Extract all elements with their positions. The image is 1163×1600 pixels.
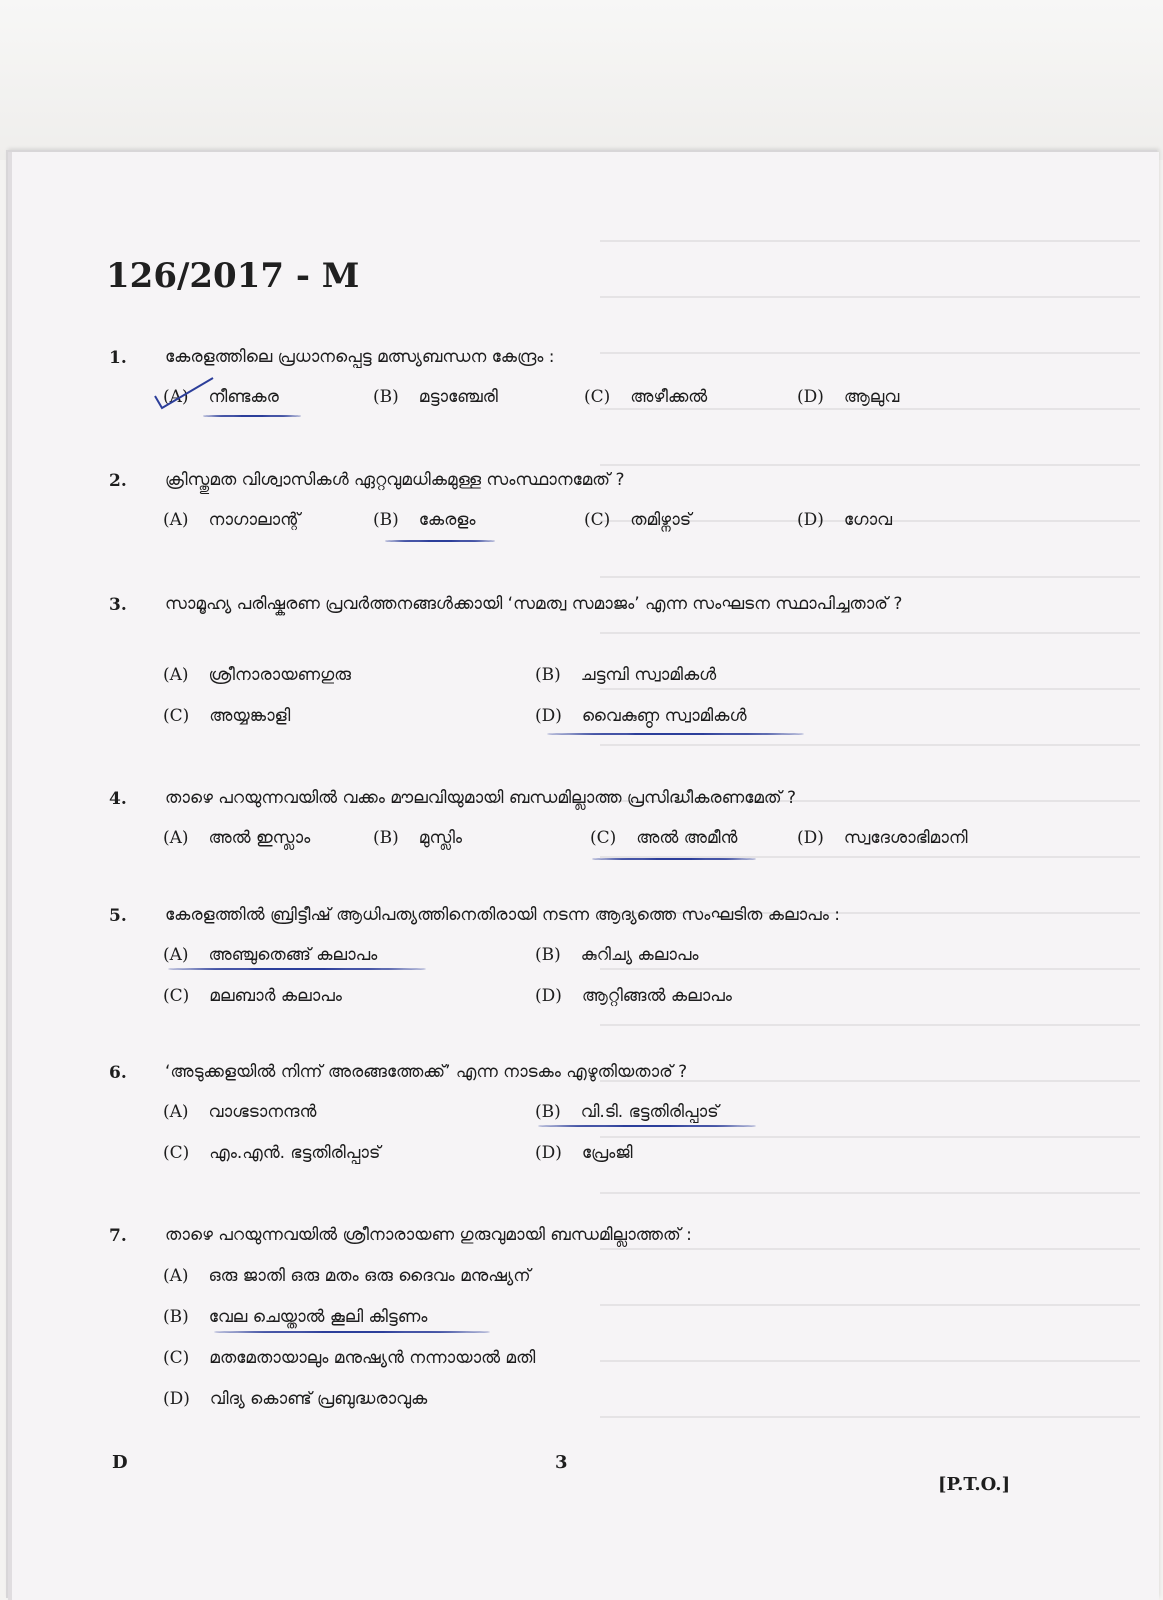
option-label: (C) (584, 510, 611, 530)
option-label: (D) (797, 387, 824, 407)
option-1d[interactable] (797, 387, 899, 407)
option-label: (C) (163, 1143, 190, 1163)
option-label: (B) (373, 510, 399, 530)
paper-number: 126/2017 - M (106, 256, 360, 296)
option-text: മുസ്ലിം (418, 828, 463, 848)
option-text: വിദ്യ കൊണ്ട് പ്രബുദ്ധരാവുക (209, 1389, 428, 1409)
option-label: (D) (797, 510, 824, 530)
option-label: (D) (535, 986, 562, 1006)
option-label: (C) (590, 828, 617, 848)
option-7b[interactable] (163, 1307, 427, 1327)
option-label: (A) (163, 510, 189, 530)
option-text: ശ്രീനാരായണഗുരു (208, 665, 351, 685)
option-text: വൈകുണ്ഠ സ്വാമികൾ (581, 706, 747, 726)
option-7a[interactable] (163, 1266, 531, 1286)
option-text: കേരളം (418, 510, 476, 530)
answer-underline-5 (168, 968, 426, 970)
option-3b[interactable] (535, 665, 716, 685)
question-text: ക്രിസ്തുമത വിശ്വാസികൾ ഏറ്റവുമധികമുള്ള സംസ്ഥാനമേത് ? (165, 470, 625, 490)
option-text: മലബാർ കലാപം (209, 986, 342, 1006)
option-text: എം.എൻ. ഭട്ടതിരിപ്പാട് (209, 1143, 381, 1163)
option-text: ആലുവ (843, 387, 900, 407)
question-number: 2. (109, 471, 127, 491)
option-text: വേല ചെയ്താൽ കൂലി കിട്ടണം (208, 1307, 428, 1327)
option-6c[interactable] (163, 1143, 380, 1163)
option-label: (B) (163, 1307, 189, 1327)
option-text: സ്വദേശാഭിമാനി (843, 828, 968, 848)
question-number: 5. (109, 906, 127, 926)
option-5c[interactable] (163, 986, 342, 1006)
question-text: സാമൂഹ്യ പരിഷ്കരണ പ്രവർത്തനങ്ങൾക്കായി ‘സമത്വ സമാജം’ എന്ന സംഘടന സ്ഥാപിച്ചതാര് ? (165, 594, 903, 614)
option-label: (C) (163, 986, 190, 1006)
option-label: (D) (535, 1143, 562, 1163)
question-text: കേരളത്തിലെ പ്രധാനപ്പെട്ട മത്സ്യബന്ധന കേന്ദ്രം : (165, 347, 555, 367)
option-text: ഒരു ജാതി ഒരു മതം ഒരു ദൈവം മനുഷ്യന് (208, 1266, 531, 1286)
series-code: D (112, 1452, 128, 1473)
option-text: അഞ്ചുതെങ്ങ് കലാപം (208, 945, 378, 965)
question-number: 6. (109, 1063, 127, 1083)
option-6d[interactable] (535, 1143, 633, 1163)
question-number: 4. (109, 789, 127, 809)
please-turn-over-note: [P.T.O.] (938, 1474, 1011, 1495)
option-label: (D) (797, 828, 824, 848)
option-3a[interactable] (163, 665, 351, 685)
option-label: (C) (163, 1348, 190, 1368)
scan-background (0, 0, 1163, 160)
option-5b[interactable] (535, 945, 699, 965)
option-7d[interactable] (163, 1389, 427, 1409)
option-label: (A) (163, 945, 189, 965)
question-text: താഴെ പറയുന്നവയിൽ ശ്രീനാരായണ ഗുരുവുമായി ബന്ധമില്ലാത്തത് : (165, 1225, 692, 1245)
option-text: മട്ടാഞ്ചേരി (418, 387, 498, 407)
option-label: (D) (535, 706, 562, 726)
option-text: ഗോവ (843, 510, 892, 530)
checkmark-icon (153, 372, 217, 412)
option-text: പ്രേംജി (581, 1143, 633, 1163)
option-3d[interactable] (535, 706, 747, 726)
option-2d[interactable] (797, 510, 892, 530)
question-number: 1. (109, 348, 127, 368)
option-2a[interactable] (163, 510, 300, 530)
option-6a[interactable] (163, 1102, 316, 1122)
option-7c[interactable] (163, 1348, 535, 1368)
option-5a[interactable] (163, 945, 377, 965)
option-text: അൽ ഇസ്ലാം (208, 828, 311, 848)
option-label: (B) (535, 945, 561, 965)
answer-underline-6 (538, 1125, 756, 1127)
question-text: താഴെ പറയുന്നവയിൽ വക്കം മൗലവിയുമായി ബന്ധമില്ലാത്ത പ്രസിദ്ധീകരണമേത് ? (165, 788, 797, 808)
option-text: വി.ടി. ഭട്ടതിരിപ്പാട് (580, 1102, 719, 1122)
page-number: 3 (555, 1452, 568, 1473)
question-number: 7. (109, 1226, 127, 1246)
answer-underline-1 (203, 415, 301, 417)
option-text: മതമേതായാലും മനുഷ്യൻ നന്നായാൽ മതി (209, 1348, 536, 1368)
option-label: (A) (163, 828, 189, 848)
option-label: (A) (163, 387, 189, 407)
answer-underline-3 (547, 733, 804, 735)
option-6b[interactable] (535, 1102, 719, 1122)
option-label: (B) (373, 387, 399, 407)
option-label: (B) (535, 1102, 561, 1122)
question-number: 3. (109, 595, 127, 615)
option-label: (A) (163, 1102, 189, 1122)
option-4b[interactable] (373, 828, 462, 848)
option-label: (D) (163, 1389, 190, 1409)
question-text: കേരളത്തിൽ ബ്രിട്ടീഷ് ആധിപത്യത്തിനെതിരായി നടന്ന ആദ്യത്തെ സംഘടിത കലാപം : (165, 905, 840, 925)
option-text: നീണ്ടകര (208, 387, 279, 407)
option-4a[interactable] (163, 828, 310, 848)
option-1b[interactable] (373, 387, 498, 407)
question-text: ‘അടുക്കളയിൽ നിന്ന് അരങ്ങത്തേക്ക്’ എന്ന നാടകം എഴുതിയതാര് ? (165, 1062, 688, 1082)
option-text: വാഗ്ഭടാനന്ദൻ (208, 1102, 317, 1122)
option-label: (C) (163, 706, 190, 726)
option-text: ചട്ടമ്പി സ്വാമികൾ (580, 665, 717, 685)
option-text: കുറിച്യ കലാപം (580, 945, 699, 965)
option-text: അയ്യങ്കാളി (209, 706, 291, 726)
option-1c[interactable] (584, 387, 707, 407)
option-label: (A) (163, 1266, 189, 1286)
answer-underline-4 (592, 858, 756, 860)
option-2c[interactable] (584, 510, 691, 530)
option-label: (B) (535, 665, 561, 685)
option-5d[interactable] (535, 986, 732, 1006)
answer-underline-7 (214, 1331, 490, 1333)
option-text: അൽ അമീൻ (636, 828, 738, 848)
option-text: തമിഴ്നാട് (630, 510, 692, 530)
option-label: (A) (163, 665, 189, 685)
option-3c[interactable] (163, 706, 290, 726)
option-2b[interactable] (373, 510, 476, 530)
option-label: (C) (584, 387, 611, 407)
option-text: അഴീക്കൽ (630, 387, 708, 407)
option-4d[interactable] (797, 828, 968, 848)
option-label: (B) (373, 828, 399, 848)
option-text: ആറ്റിങ്ങൽ കലാപം (581, 986, 732, 1006)
option-text: നാഗാലാന്റ് (208, 510, 301, 530)
answer-underline-2 (385, 540, 495, 542)
option-4c[interactable] (590, 828, 737, 848)
